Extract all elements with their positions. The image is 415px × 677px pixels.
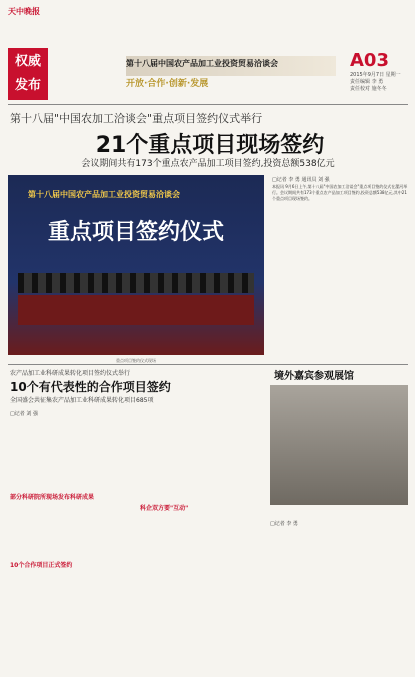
lead-byline: □记者 李 勇 通讯员 刘 强	[272, 177, 330, 183]
section-rule	[8, 364, 408, 365]
newspaper-logo: 天中晚报	[8, 7, 40, 16]
story2-headline: 10个有代表性的合作项目签约	[10, 380, 171, 394]
date-line: 2015年9月7日 星期一	[350, 72, 401, 78]
stage-people	[18, 273, 254, 293]
story2-kicker: 农产品加工业科研成果转化项目签约仪式举行	[10, 370, 131, 377]
banner-slogan: 开放·合作·创新·发展	[126, 79, 209, 89]
story2-subhead-1: 部分科研院所现场发布科研成果	[10, 494, 95, 501]
stage-banner-title: 第十八届中国农产品加工业投资贸易洽谈会	[28, 190, 180, 199]
date-block	[350, 72, 410, 93]
lead-headline: 21个重点项目现场签约	[95, 133, 325, 158]
story2-byline: □记者 刘 强	[10, 411, 38, 417]
lead-photo-caption: 重点项目签约仪式现场	[116, 358, 156, 363]
lead-subhead: 会议期间共有173个重点农产品加工项目签约,投资总额538亿元	[81, 159, 335, 169]
lead-photo	[8, 175, 264, 355]
section-label	[8, 48, 48, 100]
sidebar-title: 境外嘉宾参观展馆	[274, 371, 354, 382]
story2-subhead-2: 10个合作项目正式签约	[10, 562, 73, 569]
page-number: A03	[350, 50, 389, 71]
story2-subhead: 全国盛会共征集农产品加工业科研成果转化项目685项	[10, 397, 154, 404]
sidebar-byline: □记者 李 勇	[270, 521, 298, 527]
lead-body: 本报讯 9月6日上午,第十八届"中国农加工洽谈会"重点项目签约仪式在漯河举行。会议期间共有173个重点农产品加工项目签约,投资总额538亿元,其中21个重点项目现场签约。	[272, 184, 408, 201]
lead-kicker: 第十八届"中国农加工洽谈会"重点项目签约仪式举行	[10, 112, 263, 125]
masthead-rule	[8, 104, 408, 105]
proof-line: 责任校对 施冬冬	[350, 86, 387, 92]
editor-line: 责任编辑 李 勇	[350, 79, 384, 85]
stage-table	[18, 295, 254, 325]
section-label-line-1: 权威	[14, 54, 41, 69]
sidebar-photo	[270, 385, 408, 505]
stage-banner-main: 重点项目签约仪式	[48, 220, 225, 245]
banner-title: 第十八届中国农产品加工业投资贸易洽谈会	[126, 59, 278, 68]
section-label-line-2: 发布	[14, 78, 41, 93]
story2-subhead-3: 科企双方要"互动"	[140, 505, 189, 512]
